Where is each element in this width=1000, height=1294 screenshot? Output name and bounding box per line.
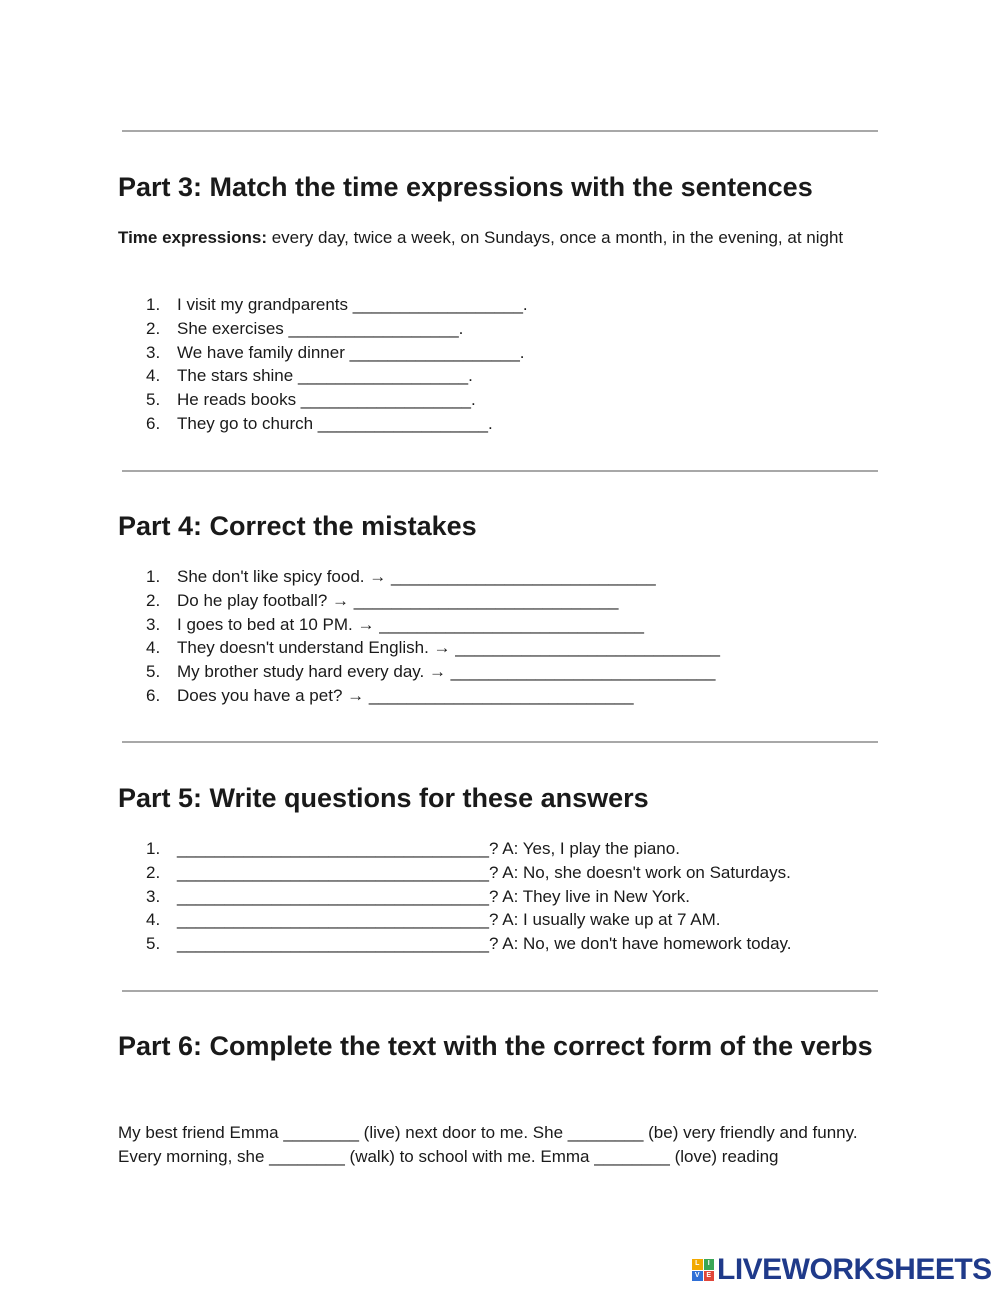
divider <box>122 741 878 743</box>
item-number: 1. <box>146 295 161 314</box>
item-number: 4. <box>146 910 161 930</box>
time-expressions-line <box>118 226 878 250</box>
item-number: 1. <box>146 567 161 586</box>
liveworksheets-logo[interactable] <box>692 1254 992 1286</box>
item-number: 6. <box>146 685 161 705</box>
item-sentence[interactable]: He reads books __________________. <box>177 390 476 410</box>
part3-heading: Part 3: Match the time expressions with the sentences <box>118 172 813 202</box>
divider <box>122 130 878 132</box>
item-sentence[interactable]: _________________________________? A: No, she doesn't work on Saturdays. <box>177 862 791 882</box>
item-number: 3. <box>146 342 161 362</box>
item-sentence[interactable]: They go to church __________________. <box>177 413 493 433</box>
part6-text[interactable]: My best friend Emma ________ (live) next door to me. She ________ (be) very friendly and funny. Every morning, she ________ (walk) to school with me. Emma ________ (love) reading <box>118 1123 858 1166</box>
item-sentence[interactable]: Does you have a pet? → ____________________________ <box>177 685 634 705</box>
logo-mark-cell: E <box>704 1271 715 1282</box>
item-number: 5. <box>146 934 161 954</box>
time-expressions-label: Time expressions: <box>118 228 267 247</box>
item-sentence[interactable]: My brother study hard every day. → ____________________________ <box>177 662 716 682</box>
logo-mark-icon <box>692 1259 714 1281</box>
item-number: 6. <box>146 413 161 433</box>
item-number: 4. <box>146 366 161 386</box>
logo-mark-cell: I <box>704 1259 715 1270</box>
part6-heading: Part 6: Complete the text with the correct form of the verbs <box>118 1031 873 1061</box>
part4-heading: Part 4: Correct the mistakes <box>118 511 477 541</box>
item-number: 3. <box>146 886 161 906</box>
logo-mark-cell: L <box>692 1259 703 1270</box>
item-sentence[interactable]: I visit my grandparents __________________. <box>177 295 528 314</box>
item-number: 5. <box>146 662 161 682</box>
item-sentence[interactable]: She don't like spicy food. → ____________________________ <box>177 567 656 586</box>
logo-text: LIVEWORKSHEETS <box>717 1253 992 1286</box>
part5-heading: Part 5: Write questions for these answers <box>118 783 649 813</box>
time-expressions-list: every day, twice a week, on Sundays, once a month, in the evening, at night <box>266 228 844 247</box>
logo-mark-cell: V <box>692 1271 703 1282</box>
item-sentence[interactable]: She exercises __________________. <box>177 318 464 338</box>
item-number: 4. <box>146 638 161 658</box>
item-sentence[interactable]: We have family dinner __________________. <box>177 342 525 362</box>
divider <box>122 990 878 992</box>
item-sentence[interactable]: I goes to bed at 10 PM. → ____________________________ <box>177 614 644 634</box>
item-number: 3. <box>146 614 161 634</box>
item-sentence[interactable]: They doesn't understand English. → ____________________________ <box>177 638 720 658</box>
item-sentence[interactable]: Do he play football? → ____________________________ <box>177 590 619 610</box>
item-sentence[interactable]: The stars shine __________________. <box>177 366 473 386</box>
item-number: 1. <box>146 839 161 858</box>
item-sentence[interactable]: _________________________________? A: No, we don't have homework today. <box>177 934 792 954</box>
divider <box>122 470 878 472</box>
item-number: 2. <box>146 862 161 882</box>
item-number: 2. <box>146 318 161 338</box>
item-sentence[interactable]: _________________________________? A: I usually wake up at 7 AM. <box>177 910 721 930</box>
item-sentence[interactable]: _________________________________? A: They live in New York. <box>177 886 690 906</box>
item-number: 2. <box>146 590 161 610</box>
item-sentence[interactable]: _________________________________? A: Yes, I play the piano. <box>177 839 680 858</box>
item-number: 5. <box>146 390 161 410</box>
